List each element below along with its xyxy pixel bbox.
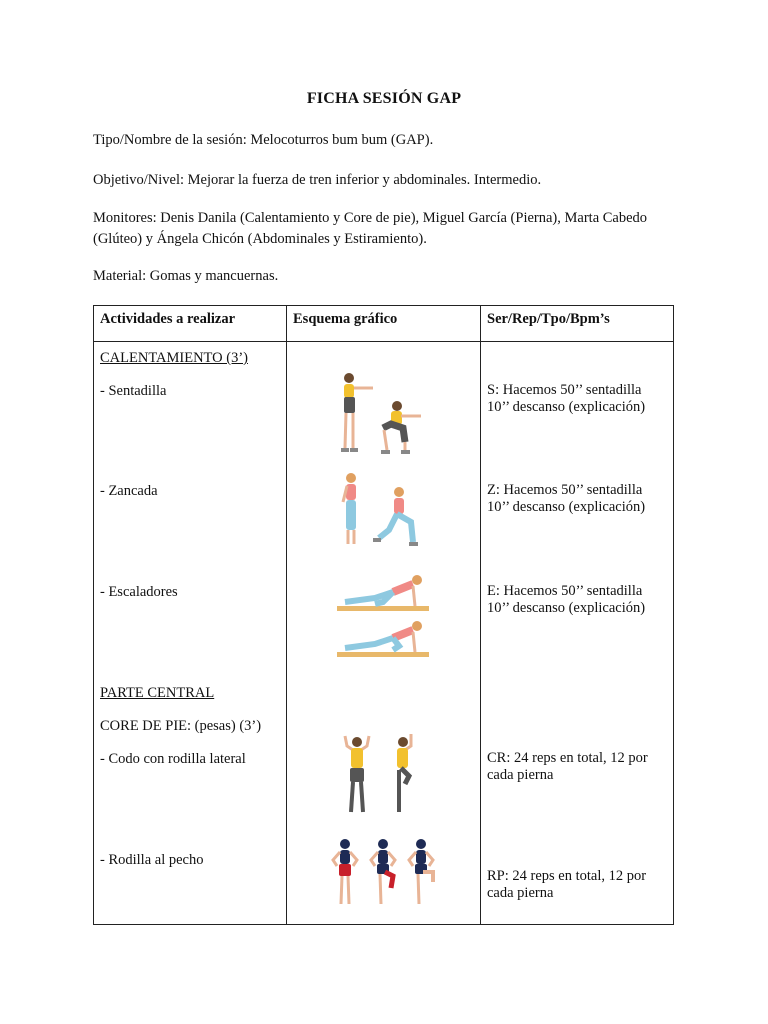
squat-figure-icon (335, 370, 429, 460)
series-sentadilla: S: Hacemos 50’’ sentadilla 10’’ descanso (explicación) (487, 382, 646, 415)
series-zancada: Z: Hacemos 50’’ sentadilla 10’’ descanso (explicación) (487, 482, 646, 515)
activities-cell (94, 342, 287, 925)
session-monitors: Monitores: Denis Danila (Calentamiento y Core de pie), Miguel García (Pierna), Marta Cabedo (Glúteo) y Ángela Chicón (Abdominales y Estiramiento). (93, 210, 648, 247)
header-diagram: Esquema gráfico (287, 306, 481, 342)
series-rodilla-pecho: RP: 24 reps en total, 12 por cada pierna (487, 868, 647, 901)
session-table (93, 305, 674, 925)
table-row (94, 342, 674, 925)
series-escaladores: E: Hacemos 50’’ sentadilla 10’’ descanso (explicación) (487, 583, 646, 616)
section-warmup: CALENTAMIENTO (3’) (100, 350, 248, 366)
activity-zancada: - Zancada (100, 483, 158, 499)
activity-sentadilla: - Sentadilla (100, 383, 167, 399)
knee-chest-figure-icon (329, 836, 441, 910)
header-activities: Actividades a realizar (94, 306, 287, 342)
activity-rodilla-pecho: - Rodilla al pecho (100, 852, 204, 868)
header-series: Ser/Rep/Tpo/Bpm’s (481, 306, 674, 342)
activity-escaladores: - Escaladores (100, 584, 178, 600)
page-title: FICHA SESIÓN GAP (306, 90, 462, 107)
mountain-climber-figure-icon (335, 570, 431, 660)
session-type: Tipo/Nombre de la sesión: Melocoturros bum bum (GAP). (93, 132, 434, 148)
lunge-figure-icon (339, 470, 425, 552)
session-material: Material: Gomas y mancuernas. (93, 268, 279, 284)
diagram-cell (287, 342, 481, 925)
series-codo-rodilla: CR: 24 reps en total, 12 por cada pierna (487, 750, 648, 783)
session-objective: Objetivo/Nivel: Mejorar la fuerza de tren inferior y abdominales. Intermedio. (93, 172, 542, 188)
series-cell (481, 342, 674, 925)
activity-codo-rodilla: - Codo con rodilla lateral (100, 751, 246, 767)
elbow-knee-figure-icon (339, 732, 423, 822)
section-main: PARTE CENTRAL (100, 685, 215, 701)
table-header-row (94, 306, 674, 342)
activity-core: CORE DE PIE: (pesas) (3’) (100, 718, 262, 734)
